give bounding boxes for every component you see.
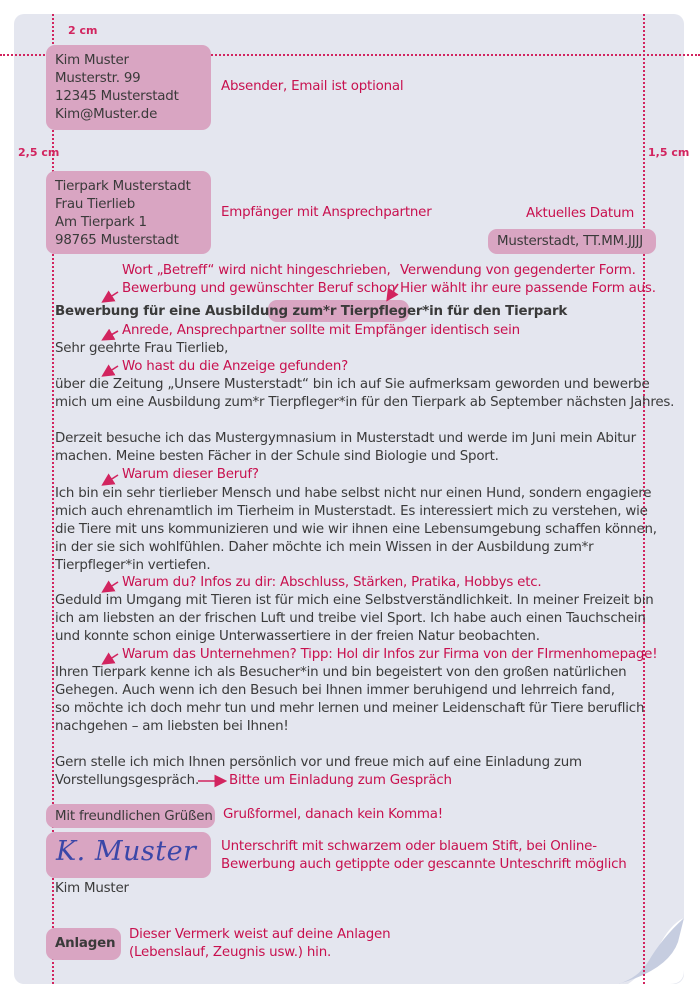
- closing-text: Mit freundlichen Grüßen: [55, 809, 213, 824]
- attachments-note: (Lebenslauf, Zeugnis usw.) hin.: [129, 945, 332, 960]
- recipient-note: Empfänger mit Ansprechpartner: [221, 205, 432, 220]
- recipient-line: 98765 Musterstadt: [55, 233, 179, 248]
- signature-note: Unterschrift mit schwarzem oder blauem Stift, bei Online-: [221, 839, 597, 854]
- salutation: Sehr geehrte Frau Tierlieb,: [55, 341, 229, 356]
- body-line: nachgehen – am liebsten bei Ihnen!: [55, 719, 289, 734]
- sender-street: Musterstr. 99: [55, 71, 141, 86]
- body-note: Warum das Unternehmen? Tipp: Hol dir Infos zur Firma von der FIrmenhomepage!: [122, 647, 658, 662]
- body-line: Geduld im Umgang mit Tieren ist für mich eine Selbstverständlichkeit. In meiner Freizeit bin: [55, 593, 654, 608]
- subject-highlight-text: zum*r Tierpfleger*in: [292, 304, 443, 319]
- recipient-line: Am Tierpark 1: [55, 215, 147, 230]
- body-note: Wo hast du die Anzeige gefunden?: [122, 359, 349, 374]
- signature-note: Bewerbung auch getippte oder gescannte Unteschrift möglich: [221, 857, 627, 872]
- body-line: Gehegen. Auch wenn ich den Besuch bei Ihnen immer beruhigend und lehrreich fand,: [55, 683, 615, 698]
- gender-arrow: [388, 284, 398, 299]
- body-line: mich um eine Ausbildung zum*r Tierpfleger*in für den Tierpark ab September nächsten Jahres.: [55, 395, 675, 410]
- date-value: Musterstadt, TT.MM.JJJJ: [497, 234, 644, 249]
- body-arrow: [104, 366, 118, 375]
- closing-note: Grußformel, danach kein Komma!: [223, 807, 443, 822]
- sender-note: Absender, Email ist optional: [221, 79, 404, 94]
- body-line: Ich bin ein sehr tierlieber Mensch und habe selbst nicht nur einen Hund, sondern engagiere: [55, 486, 652, 501]
- body-line: machen. Meine besten Fächer in der Schule sind Biologie und Sport.: [55, 449, 499, 464]
- subject-after: für den Tierpark: [442, 304, 568, 319]
- body-line: Derzeit besuche ich das Mustergymnasium in Musterstadt und werde im Juni mein Abitur: [55, 431, 636, 446]
- recipient-line: Frau Tierlieb: [55, 197, 135, 212]
- subject-note: Bewerbung und gewünschter Beruf schon: [122, 281, 396, 296]
- attachments-label: Anlagen: [55, 936, 116, 951]
- body-note: Bitte um Einladung zum Gespräch: [229, 773, 452, 788]
- salutation-note: Anrede, Ansprechpartner sollte mit Empfänger identisch sein: [122, 323, 520, 338]
- sender-name: Kim Muster: [55, 53, 129, 68]
- body-line: Tierpfleger*in vertiefen.: [55, 558, 211, 573]
- body-arrow: [104, 654, 118, 663]
- body-line: ich am liebsten an der frischen Luft und treibe viel Sport. Ich habe auch einen Tauchschein: [55, 611, 646, 626]
- gender-note: Hier wählt ihr eure passende Form aus.: [400, 281, 656, 296]
- gender-note: Verwendung von gegenderter Form.: [400, 263, 636, 278]
- body-note: Warum dieser Beruf?: [122, 467, 259, 482]
- body-arrow: [104, 475, 118, 484]
- subject-arrow: [104, 292, 118, 301]
- attachments-note: Dieser Vermerk weist auf deine Anlagen: [129, 927, 391, 942]
- subject-before: Bewerbung für eine Ausbildung: [55, 304, 293, 319]
- right-margin-label: 1,5 cm: [648, 146, 690, 159]
- body-note: Warum du? Infos zu dir: Abschluss, Stärken, Pratika, Hobbys etc.: [122, 575, 542, 590]
- body-line: mich auch ehrenamtlich im Tierheim in Musterstadt. Es interessiert mich zu verstehen, wie: [55, 504, 648, 519]
- sender-city: 12345 Musterstadt: [55, 89, 179, 104]
- left-margin-label: 2 cm: [68, 24, 98, 37]
- subject-note: Wort „Betreff“ wird nicht hingeschrieben,: [122, 263, 391, 278]
- signature-name: Kim Muster: [55, 881, 129, 896]
- body-line: so möchte ich doch mehr tun und mehr lernen und meiner Leidenschaft für Tiere beruflich: [55, 701, 645, 716]
- body-line: über die Zeitung „Unsere Musterstadt“ bin ich auf Sie aufmerksam geworden und bewerbe: [55, 377, 650, 392]
- body-arrow: [104, 582, 118, 591]
- body-line: Vorstellungsgespräch.: [55, 773, 200, 788]
- top-margin-label: 2,5 cm: [18, 146, 60, 159]
- body-line: die Tiere mit uns kommunizieren und wie wir ihnen eine Lebensumgebung schaffen können,: [55, 522, 657, 537]
- recipient-line: Tierpark Musterstadt: [55, 179, 191, 194]
- sender-email: Kim@Muster.de: [55, 107, 158, 122]
- date-label: Aktuelles Datum: [526, 206, 635, 221]
- body-line: Gern stelle ich mich Ihnen persönlich vor und freue mich auf eine Einladung zum: [55, 755, 582, 770]
- salutation-arrow: [104, 331, 118, 339]
- body-line: und konnte schon einige Unterwassertiere in der freien Natur beobachten.: [55, 629, 540, 644]
- body-line: Ihren Tierpark kenne ich als Besucher*in und bin begeistert von den großen natürlichen: [55, 665, 627, 680]
- body-line: in der sie sich wohlfühlen. Daher möchte ich mein Wissen in der Ausbildung zum*r: [55, 540, 594, 555]
- signature-script: K. Muster: [56, 836, 197, 867]
